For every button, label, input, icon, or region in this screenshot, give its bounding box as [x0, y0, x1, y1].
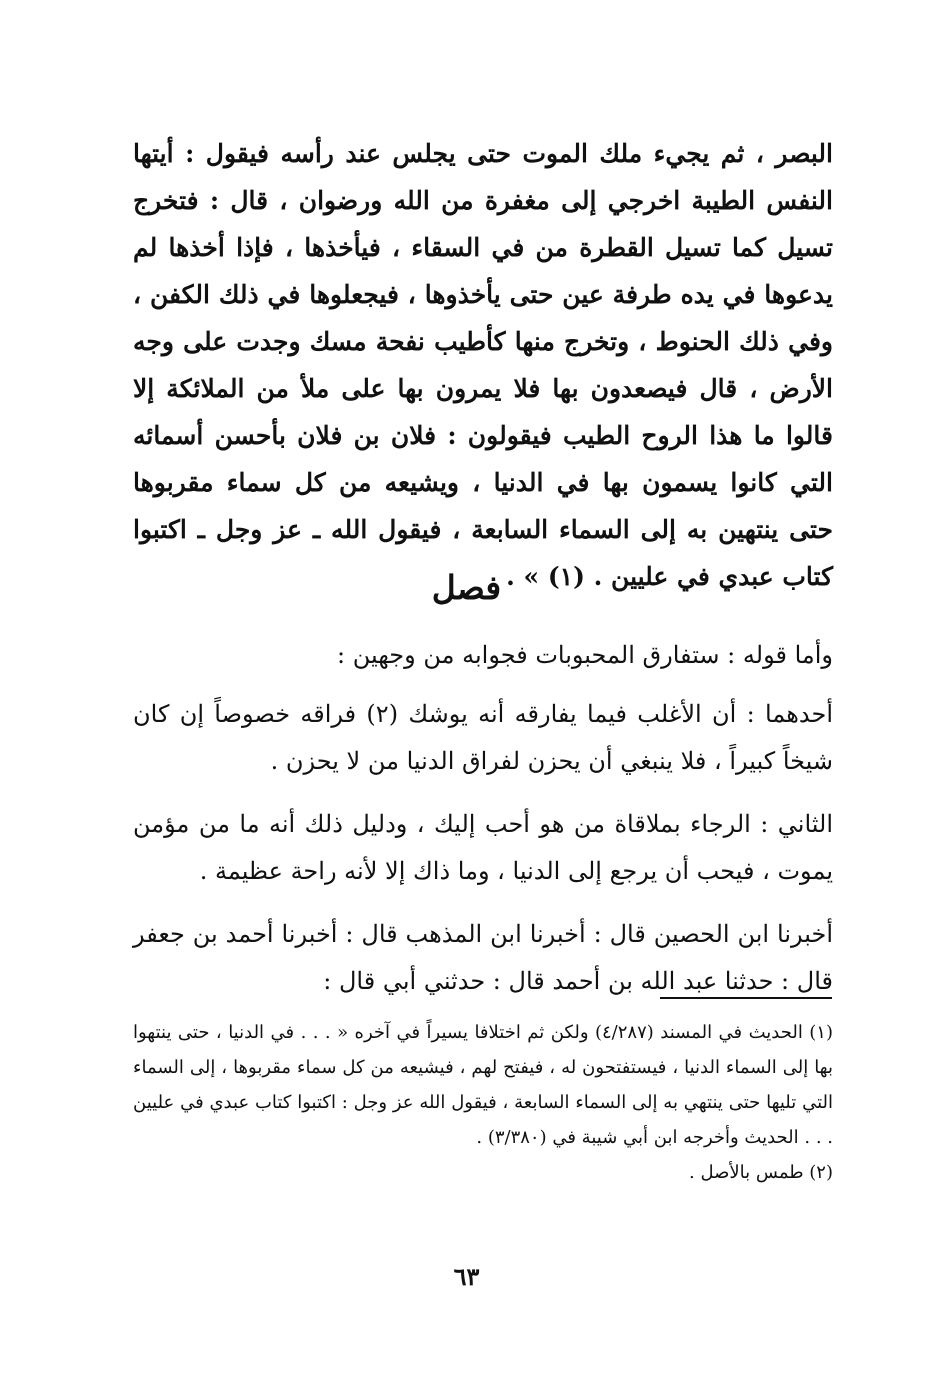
- section-body: [133, 632, 833, 1021]
- footnote-2: (٢) طمس بالأصل .: [689, 1162, 833, 1183]
- first-answer-paragraph: أحدهما : أن الأغلب فيما يفارقه أنه يوشك (٢) فراقه خصوصاً إن كان شيخاً كبيراً ، فلا ينبغي أن يحزن لفراق الدنيا من لا يحزن .: [133, 700, 834, 775]
- page-number: ٦٣: [453, 1262, 480, 1291]
- isnad-paragraph: أخبرنا ابن الحصين قال : أخبرنا ابن المذهب قال : أخبرنا أحمد بن جعفر قال : حدثنا عبد الله بن أحمد قال : حدثني أبي قال :: [133, 920, 833, 995]
- second-answer-paragraph: الثاني : الرجاء بملاقاة من هو أحب إليك ، ودليل ذلك أنه ما من مؤمن يموت ، فيحب أن يرجع إلى الدنيا ، وما ذاك إلا لأنه راحة عظيمة .: [133, 810, 833, 885]
- hadith-text: البصر ، ثم يجيء ملك الموت حتى يجلس عند رأسه فيقول : أيتها النفس الطيبة اخرجي إلى مغفرة من الله ورضوان ، قال : فتخرج تسيل كما تسيل القطرة من في السقاء ، فيأخذها ، فإذا أخذها لم يدعوها في يده طرفة عين حتى يأخذوها ، فيجعلوها في ذلك الكفن ، وفي ذلك الحنوط ، وتخرج منها كأطيب نفحة مسك وجدت على وجه الأرض ، قال فيصعدون بها فلا يمرون بها على ملأ من الملائكة إلا قالوا ما هذا الروح الطيب فيقولون : فلان بن فلان بأحسن أسمائه التي كانوا يسمون بها في الدنيا ، ويشيعه من كل سماء مقربوها حتى ينتهين به إلى السماء السابعة ، فيقول الله ـ عز وجل ـ اكتبوا كتاب عبدي في عليين . (١) » .: [133, 139, 833, 591]
- footnotes: [133, 1015, 833, 1190]
- footnote-1: (١) الحديث في المسند (٤/٢٨٧) ولكن ثم اختلافا يسيراً في آخره « . . . في الدنيا ، حتى ينتهوا بها إلى السماء الدنيا ، فيستفتحون له ، فيفتح لهم ، فيشيعه من كل سماء مقربوها ، إلى السماء التي تليها حتى ينتهي به إلى السماء السابعة ، فيقول الله عز وجل : اكتبوا كتاب عبدي في عليين . . . الحديث وأخرجه ابن أبي شيبة في (٣/٣٨٠) .: [133, 1022, 833, 1148]
- intro-paragraph: وأما قوله : ستفارق المحبوبات فجوابه من وجهين :: [337, 641, 833, 669]
- footnote-separator: [660, 997, 832, 999]
- section-heading: فصل: [431, 568, 502, 607]
- hadith-continuation: [133, 130, 833, 600]
